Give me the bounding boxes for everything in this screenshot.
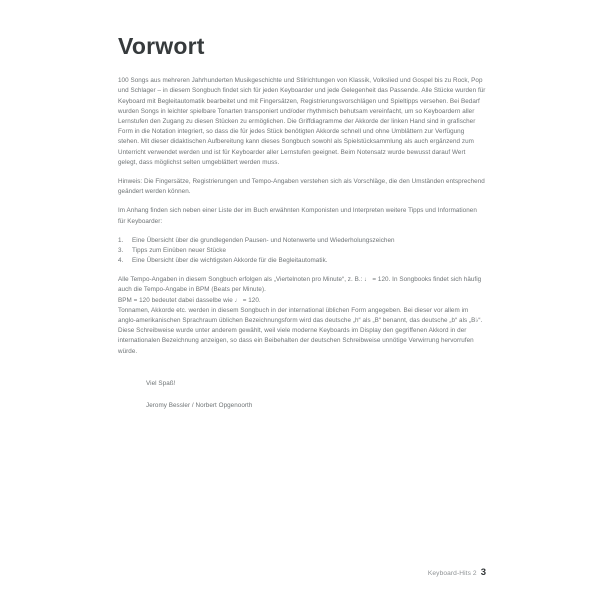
list-item	[118, 236, 486, 246]
paragraph-tonnamen: Tonnamen, Akkorde etc. werden in diesem Songbuch in der international üblichen Form angegeben. Bei dieser vor allem im anglo-amerikanischen Sprachraum üblichen Bezeichnungsform wird das deutsche „h“ als „B“ benannt, das deutsche „b“ als „B♭“. Diese Schreibweise wurde unter anderem gewählt, weil viele moderne Keyboards im Display den gegriffenen Akkord in der internationalen Bezeichnung anzeigen, so dass ein Beibehalten der deutschen Schreibweise unnötige Verwirrung hervorrufen würde.	[118, 306, 483, 355]
signature-closing: Viel Spaß!	[146, 379, 176, 387]
list-item-label: Tipps zum Einüben neuer Stücke	[132, 246, 227, 254]
paragraph-hinweis: Hinweis: Die Fingersätze, Registrierungen und Tempo-Angaben verstehen sich als Vorschläge, die den Umständen entsprechend geändert werden können.	[118, 177, 485, 196]
signature-block	[118, 379, 486, 411]
list-item-number: 1.	[118, 236, 124, 244]
paragraph-anhang: Im Anhang finden sich neben einer Liste der im Buch erwähnten Komponisten und Interpreten weitere Tipps und Informationen für Keyboarder:	[118, 207, 477, 225]
list-item	[118, 246, 486, 256]
page-footer	[428, 567, 486, 578]
page-content	[118, 34, 486, 411]
list-item-label: Eine Übersicht über die wichtigsten Akkorde für die Begleitautomatik.	[132, 257, 328, 265]
list-item	[118, 256, 486, 266]
signature-names: Jeromy Bessler / Norbert Opgenoorth	[146, 401, 253, 409]
list-item-label: Eine Übersicht über die grundlegenden Pausen- und Notenwerte und Wiederholungszeichen	[132, 236, 395, 244]
paragraph-intro: 100 Songs aus mehreren Jahrhunderten Musikgeschichte und Stilrichtungen von Klassik, Volkslied und Gospel bis zu Rock, Pop und Schlager – in diesem Songbuch findet sich für jeden Keyboarder und jede Gelegenheit das Passende. Alle Stücke wurden für Keyboard mit Begleitautomatik bearbeitet und mit Fingersätzen, Registrierungsvorschlägen und Spieltipps versehen. Bei Bedarf wurden Songs in leichter spielbare Tonarten transponiert und/oder rhythmisch behutsam vereinfacht, um so Keyboardern aller Lernstufen den Zugang zu diesen Stücken zu ermöglichen. Die Griffdiagramme der Akkorde der linken Hand sind in grafischer Form in die Notation integriert, so dass die für jedes Stück benötigten Akkorde schnell und ohne Umblättern zur Verfügung stehen. Mit dieser didaktischen Aufbereitung kann dieses Songbuch sowohl als Spielstücksammlung als auch ergänzend zum Unterricht verwendet werden und ist für Keyboarder aller Lernstufen geeignet. Beim Notensatz wurde bewusst darauf Wert gelegt, dass möglichst selten umgeblättert werden muss.	[118, 77, 486, 166]
tempo-line-1: Alle Tempo-Angaben in diesem Songbuch erfolgen als „Viertelnoten pro Minute“, z. B.: ♩ = 120. In Songbooks findet sich häufig auch die Tempo-Angabe in BPM (Beats per Minute).	[118, 276, 482, 294]
list-item-number: 3.	[118, 246, 124, 254]
footer-page-number: 3	[480, 567, 486, 578]
footer-book-title: Keyboard-Hits 2	[427, 570, 477, 577]
list-item-number: 4.	[118, 257, 124, 265]
paragraph-tempo	[118, 275, 486, 306]
tempo-line-2: BPM = 120 bedeutet dabei dasselbe wie ♩ = 120.	[118, 296, 261, 304]
page-title: Vorwort	[118, 33, 205, 59]
appendix-list	[118, 236, 486, 267]
